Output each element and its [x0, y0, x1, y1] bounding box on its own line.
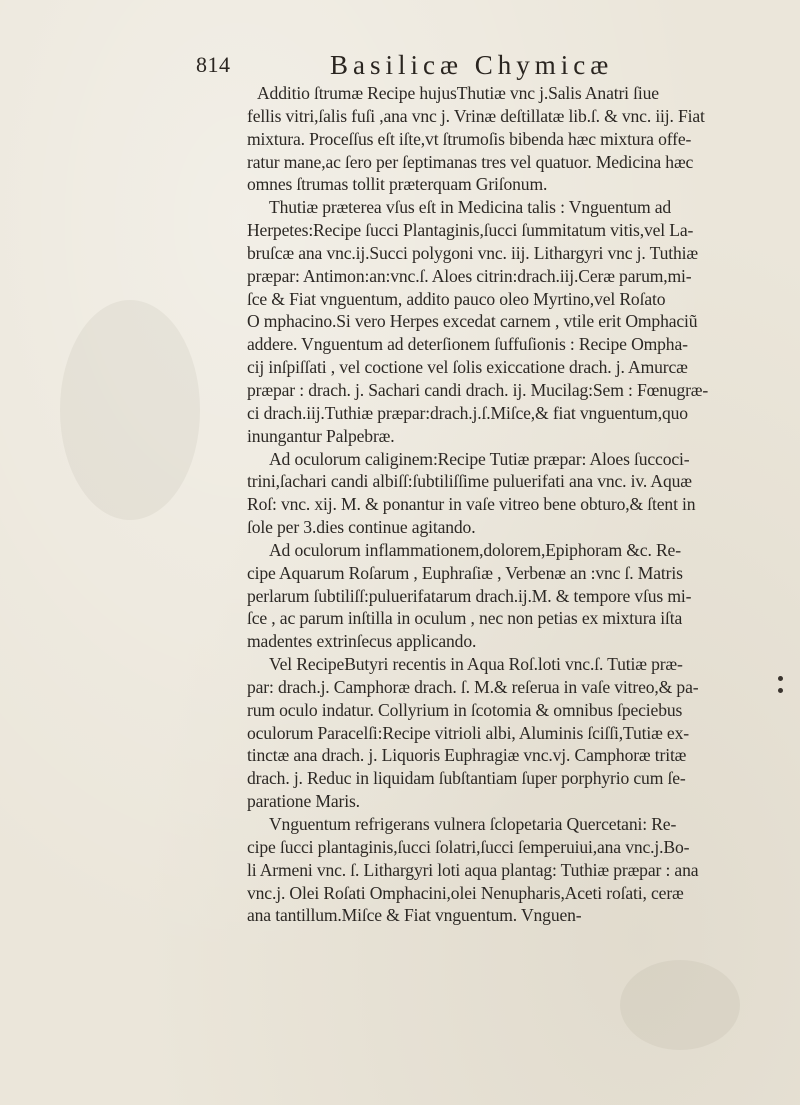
- text-line: O mphacino.Si vero Herpes excedat carnem , vtile erit Omphaciũ: [247, 311, 698, 332]
- text-line: paratione Maris.: [247, 791, 360, 812]
- text-line: inungantur Palpebræ.: [247, 425, 395, 446]
- text-line: ſole per 3.dies continue agitando.: [247, 517, 476, 538]
- text-line: bruſcæ ana vnc.ij.Succi polygoni vnc. iij. Lithargyri vnc j. Tuthiæ: [247, 242, 698, 263]
- text-line: Herpetes:Recipe ſucci Plantaginis,ſucci ſummitatum vitis,vel La-: [247, 220, 694, 241]
- text-line: Ad oculorum inflammationem,dolorem,Epiphoram &c. Re-: [269, 539, 681, 560]
- text-line: oculorum Paracelſi:Recipe vitrioli albi, Aluminis ſciſſi,Tutiæ ex-: [247, 722, 689, 743]
- page-number: 814: [196, 52, 231, 77]
- text-line: cipe Aquarum Roſarum , Euphraſiæ , Verbenæ an :vnc ſ. Matris: [247, 562, 683, 583]
- text-line: li Armeni vnc. ſ. Lithargyri loti aqua plantag: Tuthiæ præpar : ana: [247, 859, 699, 880]
- text-line: fellis vitri,ſalis fuſi ,ana vnc j. Vrinæ deſtillatæ lib.ſ. & vnc. iij. Fiat: [247, 105, 705, 126]
- paper-stain: [620, 960, 740, 1050]
- text-line: ſce , ac parum inſtilla in oculum , nec non petias ex mixtura iſta: [247, 608, 683, 629]
- text-line: rum oculo indatur. Collyrium in ſcotomia & omnibus ſpeciebus: [247, 699, 683, 720]
- text-line: ſce & Fiat vnguentum, addito pauco oleo Myrtino,vel Roſato: [247, 288, 666, 309]
- text-line: cipe ſucci plantaginis,ſucci ſolatri,ſucci ſemperuiui,ana vnc.j.Bo-: [247, 836, 690, 857]
- text-line: Ad oculorum caliginem:Recipe Tutiæ præpar: Aloes ſuccoci-: [269, 448, 690, 469]
- text-line: omnes ſtrumas tollit præterquam Griſonum.: [247, 174, 548, 195]
- text-line: Thutiæ præterea vſus eſt in Medicina talis : Vnguentum ad: [269, 197, 672, 218]
- text-line: Vel RecipeButyri recentis in Aqua Roſ.loti vnc.ſ. Tutiæ præ-: [269, 654, 683, 675]
- text-line: drach. j. Reduc in liquidam ſubſtantiam ſuper porphyrio cum ſe-: [247, 768, 686, 789]
- text-line: madentes extrinſecus applicando.: [247, 631, 477, 652]
- text-line: addere. Vnguentum ad deterſionem ſuffuſionis : Recipe Ompha-: [247, 334, 688, 355]
- ink-speck: [778, 676, 783, 681]
- text-line: Vnguentum refrigerans vulnera ſclopetaria Quercetani: Re-: [269, 814, 677, 834]
- text-line: vnc.j. Olei Roſati Omphacini,olei Nenupharis,Aceti roſati, ceræ: [247, 882, 684, 903]
- text-line: ratur mane,ac ſero per ſeptimanas tres vel quatuor. Medicina hæc: [247, 151, 694, 172]
- text-line: ana tantillum.Miſce & Fiat vnguentum. Vnguen-: [247, 905, 582, 926]
- text-line: trini,ſachari candi albiſſ:ſubtiliſſime puluerifati ana vnc. iv. Aquæ: [247, 471, 692, 492]
- text-line: perlarum ſubtiliſſ:puluerifatarum drach.ij.M. & tempore vſus mi-: [247, 585, 692, 606]
- text-line: Additio ſtrumæ Recipe hujusThutiæ vnc j.Salis Anatri ſiue: [257, 83, 659, 103]
- text-line: præpar: Antimon:an:vnc.ſ. Aloes citrin:drach.iij.Ceræ parum,mi-: [247, 265, 692, 286]
- text-line: cij inſpiſſati , vel coctione vel ſolis exiccatione drach. j. Amurcæ: [247, 357, 688, 378]
- text-line: mixtura. Proceſſus eſt iſte,vt ſtrumoſis bibenda hæc mixtura offe-: [247, 128, 692, 149]
- text-line: par: drach.j. Camphoræ drach. ſ. M.& reſerua in vaſe vitreo,& pa-: [247, 676, 699, 697]
- text-line: Roſ: vnc. xij. M. & ponantur in vaſe vitreo bene obturo,& ſtent in: [247, 494, 696, 515]
- paper-stain: [60, 300, 200, 520]
- running-title: Basilicæ Chymicæ: [330, 50, 614, 80]
- ink-speck: [778, 688, 783, 693]
- text-line: tinctæ ana drach. j. Liquoris Euphragiæ vnc.vj. Camphoræ tritæ: [247, 745, 687, 766]
- text-line: præpar : drach. j. Sachari candi drach. ij. Mucilag:Sem : Fœnugræ-: [247, 379, 709, 400]
- body-text: [247, 82, 767, 927]
- text-line: ci drach.iij.Tuthiæ præpar:drach.j.ſ.Miſce,& fiat vnguentum,quo: [247, 402, 688, 423]
